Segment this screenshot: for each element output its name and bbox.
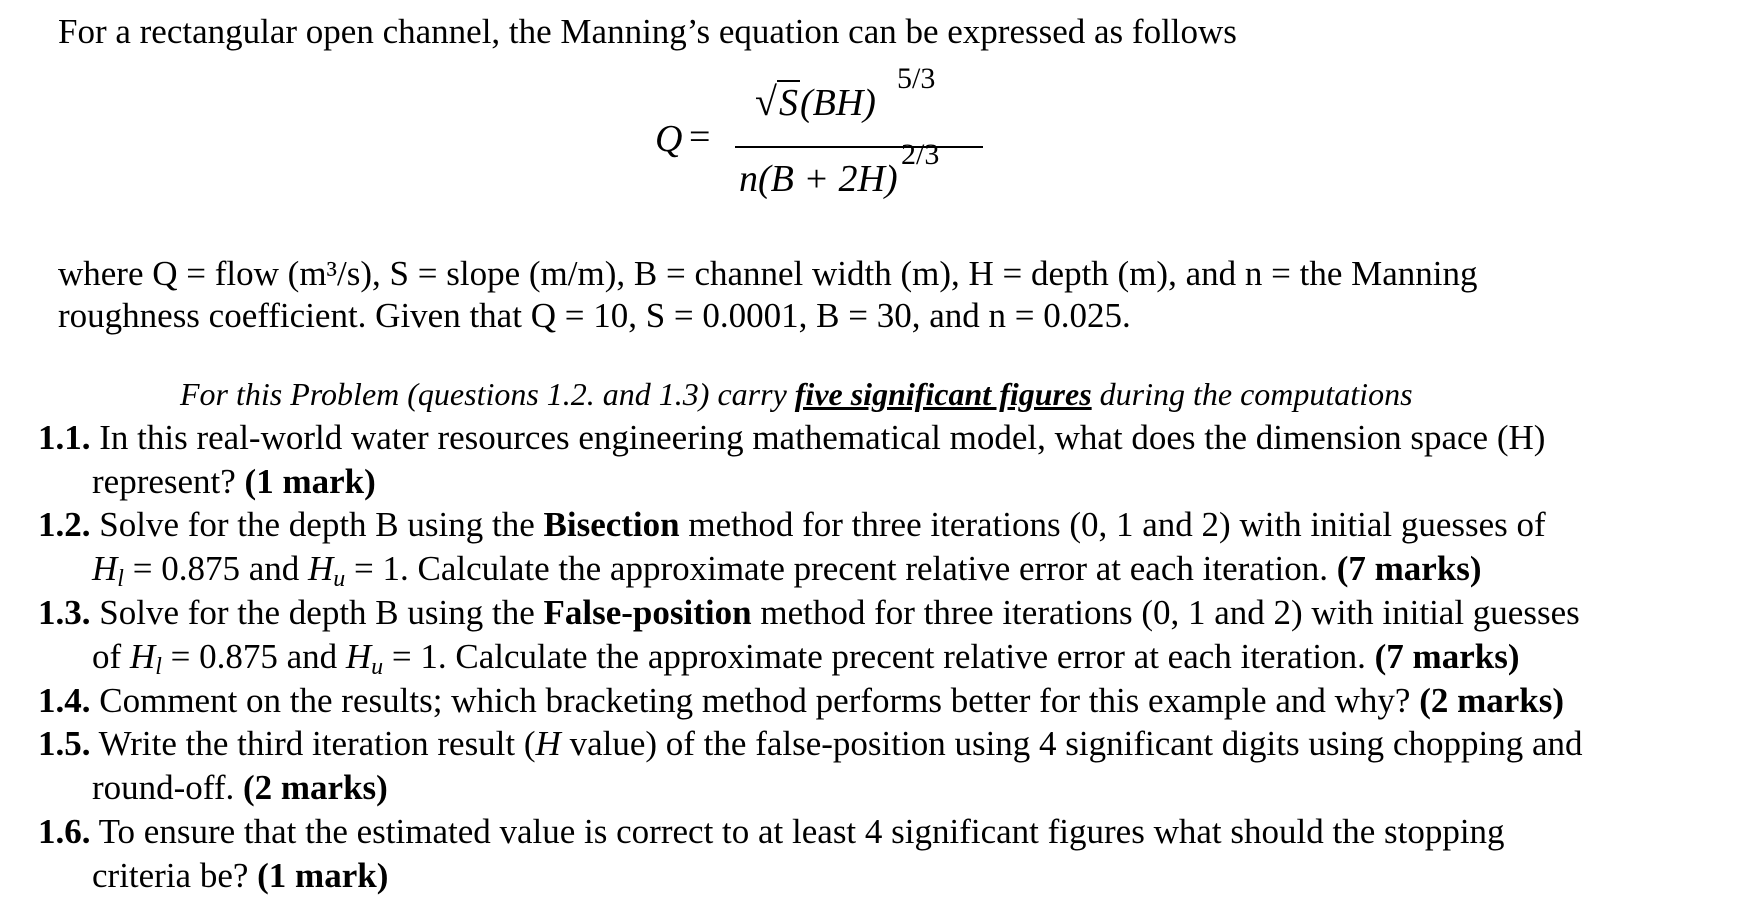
- question-marks: (7 marks): [1336, 549, 1482, 588]
- significant-figures-note: [180, 378, 1413, 410]
- question-number: 1.1.: [38, 418, 91, 457]
- question-number: 1.4.: [38, 681, 91, 720]
- note-post: during the computations: [1091, 376, 1413, 412]
- question-1-3-line-2: [92, 639, 1520, 679]
- question-1-1-line-2: [92, 464, 376, 499]
- question-text: method for three iterations (0, 1 and 2) with initial guesses: [751, 593, 1580, 632]
- denominator-paren: (B + 2H): [758, 158, 898, 200]
- var-h: H: [345, 637, 372, 676]
- sub-l: l: [155, 654, 162, 680]
- denominator-exponent: 2/3: [901, 138, 940, 171]
- question-text: = 1. Calculate the approximate precent relative error at each iteration.: [345, 549, 1337, 588]
- question-marks: (1 mark): [257, 856, 389, 895]
- question-1-5-line-2: [92, 770, 388, 805]
- equation-numerator: [755, 79, 876, 124]
- question-text: value) of the false-position using 4 significant digits using chopping and: [560, 724, 1583, 763]
- question-marks: (2 marks): [1419, 681, 1565, 720]
- question-text: = 0.875 and: [161, 637, 346, 676]
- question-text: criteria be?: [92, 856, 258, 895]
- question-marks: (1 mark): [244, 462, 376, 501]
- where-line-1: where Q = flow (m³/s), S = slope (m/m), B = channel width (m), H = depth (m), and n = the Manning: [58, 254, 1478, 293]
- question-text: = 0.875 and: [123, 549, 308, 588]
- numerator-paren: (BH): [799, 82, 876, 124]
- question-1-3-line-1: [38, 595, 1580, 630]
- question-1-6-line-2: [92, 858, 388, 893]
- intro-text: For a rectangular open channel, the Manning’s equation can be expressed as follows: [58, 12, 1237, 51]
- note-underlined: five significant figures: [794, 376, 1092, 412]
- sub-u: u: [371, 654, 384, 680]
- question-text: To ensure that the estimated value is correct to at least 4 significant figures what should the stopping: [90, 812, 1505, 851]
- question-number: 1.5.: [38, 724, 91, 763]
- question-text: Comment on the results; which bracketing method performs better for this example and why?: [90, 681, 1420, 720]
- question-1-2-line-2: [92, 551, 1482, 591]
- question-text: round-off.: [92, 768, 243, 807]
- question-number: 1.2.: [38, 505, 91, 544]
- question-text: In this real-world water resources engineering mathematical model, what does the dimension space (H): [90, 418, 1546, 457]
- question-marks: (2 marks): [243, 768, 388, 807]
- equation-denominator: [739, 160, 898, 198]
- where-line-2: roughness coefficient. Given that Q = 10, S = 0.0001, B = 30, and n = 0.025.: [58, 296, 1131, 335]
- question-1-2-line-1: [38, 507, 1546, 542]
- question-text: Solve for the depth B using the: [90, 593, 544, 632]
- manning-equation: [655, 62, 1015, 218]
- radicand: S: [778, 82, 798, 124]
- sub-l: l: [117, 566, 124, 592]
- equation-equals: =: [689, 116, 711, 158]
- method-name: Bisection: [543, 505, 680, 544]
- fraction-bar: [735, 146, 983, 148]
- sub-u: u: [333, 566, 346, 592]
- equation-lhs: Q: [655, 118, 683, 160]
- method-name: False-position: [543, 593, 752, 632]
- question-number: 1.3.: [38, 593, 91, 632]
- sqrt-radical: √S: [755, 79, 798, 124]
- var-h: H: [92, 549, 118, 588]
- question-text: Write the third iteration result (: [90, 724, 536, 763]
- question-1-6-line-1: [38, 814, 1505, 849]
- var-h: H: [535, 724, 561, 763]
- question-1-4-line-1: [38, 683, 1564, 718]
- question-1-5-line-1: [38, 726, 1582, 761]
- question-text: Solve for the depth B using the: [90, 505, 544, 544]
- note-pre: For this Problem (questions 1.2. and 1.3) carry: [180, 376, 795, 412]
- question-1-1-line-1: [38, 420, 1545, 455]
- var-h: H: [307, 549, 334, 588]
- question-text: = 1. Calculate the approximate precent relative error at each iteration.: [383, 637, 1375, 676]
- question-text: method for three iterations (0, 1 and 2) with initial guesses of: [679, 505, 1546, 544]
- question-text: of: [92, 637, 130, 676]
- var-h: H: [129, 637, 156, 676]
- question-marks: (7 marks): [1374, 637, 1520, 676]
- question-text: represent?: [92, 462, 245, 501]
- denominator-n: n: [739, 158, 758, 200]
- question-number: 1.6.: [38, 812, 91, 851]
- numerator-exponent: 5/3: [897, 62, 936, 95]
